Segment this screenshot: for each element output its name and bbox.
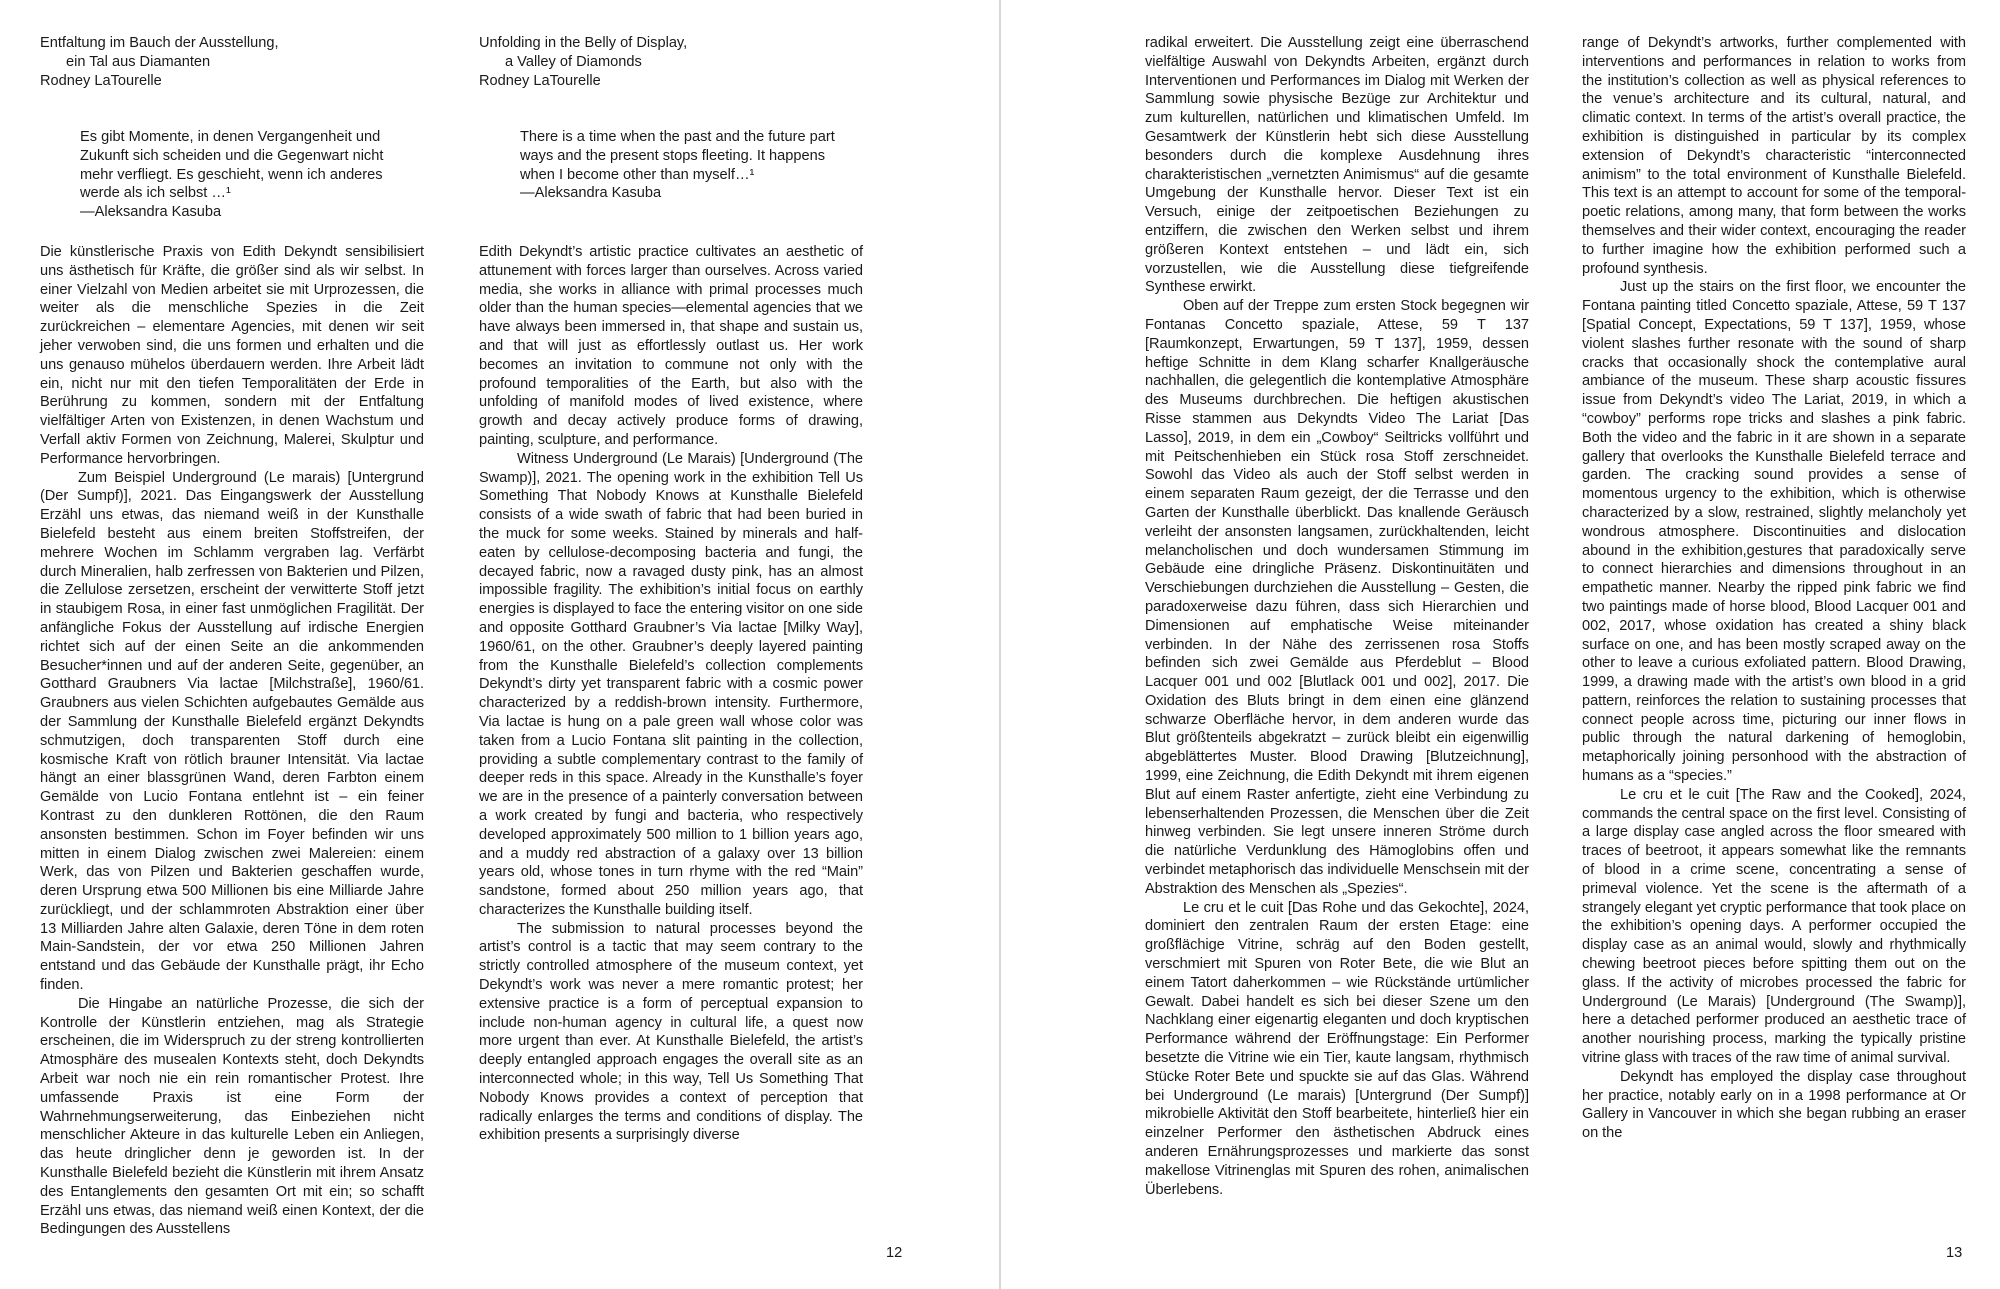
german-title-line1: Entfaltung im Bauch der Ausstellung,	[40, 35, 279, 51]
paragraph: Le cru et le cuit [Das Rohe und das Gekochte], 2024, dominiert den zentralen Raum der ersten Etage: eine großflächige Vitrine, schräg auf den Boden gestellt, verschmiert mit Spuren von Roter Bete, die wie Blut an einem Tatort daherkommen – wie Rückstände urtümlicher Gewalt. Dabei handelt es sich bei dieser Szene um den Nachklang einer eigenartig eleganten und doch kryptischen Performance während der Eröffnungstage: Ein Performer besetzte die Vitrine wie ein Tier, kaute langsam, rhythmisch Stücke Roter Bete und spuckte sie auf das Glas. Während bei Underground (Le marais) [Untergrund (Der Sumpf)] mikrobielle Aktivität den Stoff bearbeitete, hinterließ hier ein einzelner Performer den ästhetischen Abdruck eines anderen Ernährungsprozesses und markierte das sonst makellose Vitrinenglas mit Spuren des rohen, animalischen Überlebens.	[1145, 899, 1529, 1198]
paragraph: range of Dekyndt’s artworks, further complemented with interventions and performances in relation to works from the institution’s collection as well as physical references to the venue’s architecture and its cultural, natural, and climatic context. In terms of the artist’s overall practice, the exhibition is distinguished in particular by its complex extension of Dekyndt’s characteristic “interconnected animism” to the total environment of Kunsthalle Bielefeld. This text is an attempt to account for some of the temporal-poetic relations, among many, that form between the works themselves and their wider context, encouraging the reader to further imagine how the exhibition performed such a profound synthesis.	[1582, 35, 1966, 277]
paragraph: Zum Beispiel Underground (Le marais) [Untergrund (Der Sumpf)], 2021. Das Eingangswerk der Ausstellung Erzähl uns etwas, das niemand weiß in der Kunsthalle Bielefeld besteht aus einem breiten Stoffstreifen, der mehrere Wochen im Schlamm vergraben lag. Verfärbt durch Mineralien, halb zerfressen von Bakterien und Pilzen, die Zellulose zersetzen, erscheint der verwitterte Stoff jetzt in staubigem Rosa, in einer fast unmöglichen Fragilität. Der anfängliche Fokus der Ausstellung auf irdische Energien richtet sich auf der einen Seite an die ankommenden Besucher*innen und auf der anderen Seite, gegenüber, an Gotthard Graubners Via lactae [Milchstraße], 1960/61. Graubners aus vielen Schichten aufgebautes Gemälde aus der Sammlung der Kunsthalle Bielefeld ergänzt Dekyndts schmutzigen, doch transparenten Stoff durch eine kosmische Kraft von rötlich brauner Intensität. Via lactae hängt an einer blassgrünen Wand, deren Farbton einem Gemälde von Lucio Fontana entlehnt ist – ein feiner Kontrast zu den dunkleren Rottönen, die den Raum ansonsten bestimmen. Schon im Foyer befinden wir uns mitten in einem Dialog zwischen zwei Malereien: einem Werk, das von Pilzen und Bakterien geschaffen wurde, deren Ursprung etwa 500 Millionen bis eine Milliarde Jahre zurückliegt, und der schlammroten Abstraktion einer über 13 Milliarden Jahre alten Galaxie, deren Töne in dem roten Main-Sandstein, der vor etwa 250 Millionen Jahren entstand und das Gebäude der Kunsthalle prägt, ihr Echo finden.	[40, 469, 424, 994]
paragraph: The submission to natural processes beyond the artist’s control is a tactic that may seem contrary to the strictly controlled atmosphere of the museum context, yet Dekyndt’s work was never a mere romantic protest; her extensive practice is a form of perceptual expansion to include non-human agency in cultural life, a quest now more urgent than ever. At Kunsthalle Bielefeld, the artist’s deeply entangled approach engages the overall site as an interconnected whole; in this way, Tell Us Something That Nobody Knows provides a context of perception that radically enlarges the terms and conditions of display. The exhibition presents a surprisingly diverse	[479, 920, 863, 1144]
english-epigraph-attribution: —Aleksandra Kasuba	[520, 185, 662, 202]
paragraph: Die künstlerische Praxis von Edith Dekyndt sensibilisiert uns ästhetisch für Kräfte, die größer sind als wir selbst. In einer Vielzahl von Medien arbeitet sie mit Urprozessen, die weiter als die menschliche Spezies in die Zeit zurückreichen – elementare Agencies, mit denen wir seit jeher verwoben sind, die uns formen und erhalten und die uns genauso mühelos überdauern werden. Ihre Arbeit lädt ein, nicht nur mit den tiefen Temporalitäten der Erde in Berührung zu kommen, sondern mit der Entfaltung vielfältiger Arten von Existenzen, in denen Wachstum und Verfall aktiv Formen von Zeichnung, Malerei, Skulptur und Performance hervorbringen.	[40, 244, 424, 467]
page-number-left: 12	[886, 1245, 903, 1261]
german-epigraph	[80, 128, 420, 222]
paragraph: Oben auf der Treppe zum ersten Stock begegnen wir Fontanas Concetto spaziale, Attese, 59 T 137 [Raumkonzept, Erwartungen, 59 T 137], 1959, dessen heftige Schnitte in dem Klang scharfer Knallgeräusche nachhallen, die gelegentlich die kontemplative Atmosphäre des Museums durchbrechen. Die heftigen akustischen Risse stammen aus Dekyndts Video The Lariat [Das Lasso], 2019, in dem ein „Cowboy“ Seiltricks vollführt und mit Peitschenhieben ein Stück rosa Stoff zerschneidet. Sowohl das Video als auch der Stoff selbst werden in einem separaten Raum gezeigt, der die Terrasse und den Garten der Kunsthalle überblickt. Das knallende Geräusch verleiht der ansonsten langsamen, zurückhaltenden, leicht melancholischen und doch wundersamen Stimmung im Gebäude eine dringliche Präsenz. Diskontinuitäten und Verschiebungen durchziehen die Ausstellung – Gesten, die paradoxerweise dazu führen, dass sich Hierarchien und Dimensionen auf emphatische Weise miteinander verbinden. In der Nähe des zerrissenen rosa Stoffs befinden sich zwei Gemälde aus Pferdeblut – Blood Lacquer 001 und 002 [Blutlack 001 und 002], 2017. Die Oxidation des Bluts bringt in dem einen eine glänzend schwarze Oberfläche hervor, in dem anderen wurde das Blut größtenteils abgekratzt – zurück bleibt ein eigenwillig abgeblättertes Muster. Blood Drawing [Blutzeichnung], 1999, eine Zeichnung, die Edith Dekyndt mit ihrem eigenen Blut auf einem Raster anfertigte, zieht eine Verbindung zu lebenserhaltenden Prozessen, die Menschen über die Zeit hinweg verbinden. Sie legt unsere inneren Ströme durch die natürliche Verdunklung des Hämoglobins offen und verbindet metaphorisch das individuelle Menschsein mit der Abstraktion des Menschen als „Spezies“.	[1145, 298, 1529, 897]
english-column-left	[479, 243, 863, 1145]
english-title-block	[479, 34, 839, 90]
paragraph: Edith Dekyndt’s artistic practice cultivates an aesthetic of attunement with forces larger than ourselves. Across varied media, she works in alliance with primal processes much older than the human species—elemental agencies that we have always been immersed in, that shape and sustain us, and that will just as effortlessly outlast us. Her work becomes an invitation to commune not only with the profound temporalities of the Earth, but also with the unfolding of manifold modes of lived existence, where growth and decay actively produce forms of drawing, painting, sculpture, and performance.	[479, 244, 863, 448]
paragraph: Just up the stairs on the first floor, we encounter the Fontana painting titled Concetto spaziale, Attese, 59 T 137 [Spatial Concept, Expectations, 59 T 137], 1959, whose violent slashes further resonate with the sound of sharp cracks that occasionally shock the contemplative aural ambiance of the museum. These sharp acoustic fissures issue from Dekyndt’s video The Lariat, 2019, in which a “cowboy” performs rope tricks and slashes a pink fabric. Both the video and the fabric in it are shown in a separate gallery that overlooks the Kunsthalle Bielefeld terrace and garden. The cracking sound provides a sense of momentous urgency to the exhibition, which is otherwise characterized by a slow, restrained, slightly melancholy yet wondrous atmosphere. Discontinuities and dislocation abound in the exhibition,gestures that paradoxically serve to connect hierarchies and dimensions throughout in an empathetic manner. Nearby the ripped pink fabric we find two paintings made of horse blood, Blood Lacquer 001 and 002, 2017, whose oxidation has created a shiny black surface on one, and has been mostly scraped away on the other to leave a curious exfoliated pattern. Blood Drawing, 1999, a drawing made with the artist’s own blood in a grid pattern, reinforces the relation to sustaining processes that connect people across time, picturing our inner flows in public through the natural darkening of hemoglobin, metaphorically joining personhood with the abstraction of humans as a “species.”	[1582, 279, 1966, 785]
english-epigraph	[520, 128, 850, 203]
german-title-line2: ein Tal aus Diamanten	[66, 53, 211, 70]
english-author: Rodney LaTourelle	[479, 72, 601, 89]
english-column-right	[1582, 34, 1966, 1143]
german-title-block	[40, 34, 400, 90]
german-column-left	[40, 243, 424, 1239]
english-epigraph-text: There is a time when the past and the future part ways and the present stops fleeting. It happens when I become other than myself…¹	[520, 129, 835, 183]
german-epigraph-attribution: —Aleksandra Kasuba	[80, 204, 222, 221]
paragraph: Dekyndt has employed the display case throughout her practice, notably early on in a 1998 performance at Or Gallery in Vancouver in which she began rubbing an eraser on the	[1582, 1068, 1966, 1142]
german-author: Rodney LaTourelle	[40, 72, 162, 89]
german-epigraph-text: Es gibt Momente, in denen Vergangenheit und Zukunft sich scheiden und die Gegenwart nicht mehr verfliegt. Es geschieht, wenn ich anderes werde als ich selbst …¹	[80, 129, 384, 202]
english-title-line1: Unfolding in the Belly of Display,	[479, 35, 688, 51]
paragraph: Die Hingabe an natürliche Prozesse, die sich der Kontrolle der Künstlerin entziehen, mag als Strategie erscheinen, die im Widerspruch zu der streng kontrollierten Atmosphäre des musealen Kontexts steht, doch Dekyndts Arbeit war noch nie ein rein romantischer Protest. Ihre umfassende Praxis ist eine Form der Wahrnehmungserweiterung, das Einbeziehen nicht menschlicher Akteure in das kulturelle Leben ein Anliegen, das heute dringlicher denn je geworden ist. In der Kunsthalle Bielefeld bezieht die Künstlerin mit ihrem Ansatz des Entanglements den gesamten Ort mit ein; so schafft Erzähl uns etwas, das niemand weiß einen Kontext, der die Bedingungen des Ausstellens	[40, 995, 424, 1238]
paragraph: Witness Underground (Le Marais) [Underground (The Swamp)], 2021. The opening work in the exhibition Tell Us Something That Nobody Knows at Kunsthalle Bielefeld consists of a wide swath of fabric that had been buried in the muck for some weeks. Stained by minerals and half-eaten by cellulose-decomposing bacteria and fungi, the decayed fabric, now a ravaged dusty pink, has an almost impossible fragility. The exhibition’s initial focus on earthly energies is displayed to face the entering visitor on one side and opposite Gotthard Graubner’s Via lactae [Milky Way], 1960/61, on the other. Graubner’s deeply layered painting from the Kunsthalle Bielefeld’s collection complements Dekyndt’s dirty yet transparent fabric with a cosmic power characterized by a reddish-brown intensity. Furthermore, Via lactae is hung on a pale green wall whose color was taken from a Lucio Fontana slit painting in the collection, providing a subtle complementary contrast to the family of deeper reds in this space. Already in the Kunsthalle’s foyer we are in the presence of a painterly conversation between a work created by fungi and bacteria, who respectively developed approximately 500 million to 1 billion years ago, and a muddy red abstraction of a galaxy over 13 billion years old, whose tones in turn rhyme with the red “Main” sandstone, formed about 250 million years ago, that characterizes the Kunsthalle building itself.	[479, 450, 863, 918]
german-column-right	[1145, 34, 1529, 1199]
page-gutter	[999, 0, 1001, 1289]
paragraph: Le cru et le cuit [The Raw and the Cooked], 2024, commands the central space on the first level. Consisting of a large display case angled across the floor smeared with traces of beetroot, it appears somewhat like the remnants of blood in a crime scene, concentrating a sense of primeval violence. Yet the scene is the aftermath of a strangely elegant yet cryptic performance that took place on the exhibition’s opening days. A performer occupied the display case as an animal would, slowly and rhythmically chewing beetroot pieces before spitting them out on the glass. If the activity of microbes processed the fabric for Underground (Le Marais) [Underground (The Swamp)], here a detached performer produced an aesthetic trace of another nourishing process, marking the typically pristine vitrine glass with traces of the raw time of animal survival.	[1582, 786, 1966, 1067]
page-number-right: 13	[1946, 1245, 1963, 1261]
paragraph: radikal erweitert. Die Ausstellung zeigt eine überraschend vielfältige Auswahl von Dekyndts Arbeiten, ergänzt durch Interventionen und Performances im Dialog mit Werken der Sammlung sowie physische Bezüge zur Architektur und zum kulturellen, natürlichen und klimatischen Umfeld. Im Gesamtwerk der Künstlerin hebt sich diese Ausstellung besonders durch die komplexe Ausdehnung ihres charakteristischen „vernetzten Animismus“ auf die gesamte Umgebung der Kunsthalle hervor. Dieser Text ist ein Versuch, einige der zeitpoetischen Beziehungen zu entziffern, die zwischen den Werken selbst und ihrem größeren Kontext entstehen – und lädt ein, sich vorzustellen, wie die Ausstellung diese tiefgreifende Synthese erwirkt.	[1145, 35, 1529, 296]
english-title-line2: a Valley of Diamonds	[505, 53, 642, 70]
